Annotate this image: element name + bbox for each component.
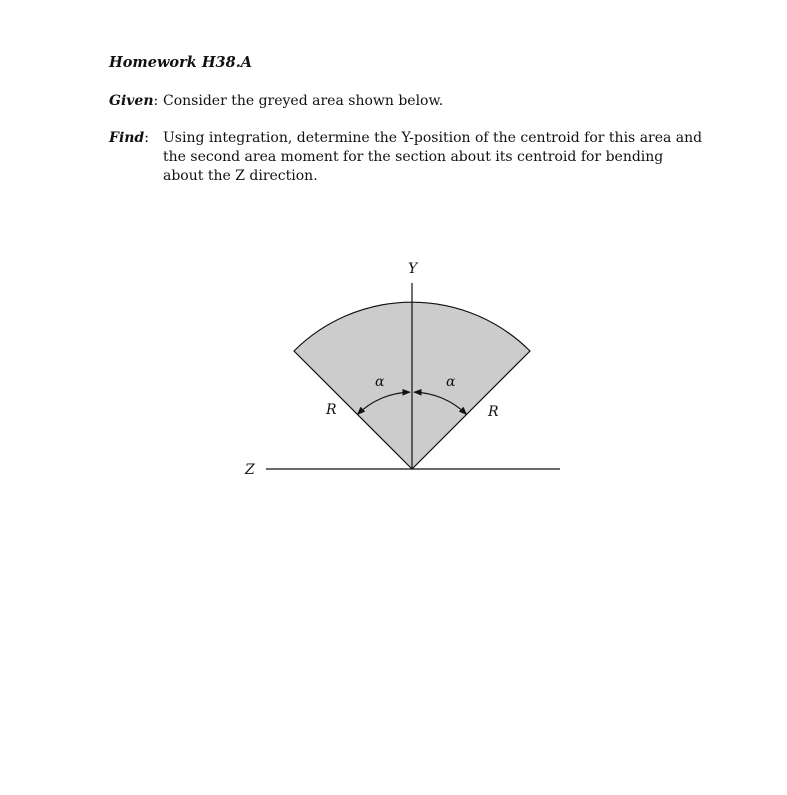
angle-label-right: α xyxy=(446,374,456,390)
find-label-text: Find xyxy=(109,130,145,146)
z-axis-label: Z xyxy=(245,462,255,478)
find-text: Using integration, determine the Y-position of the centroid for this area and the second area moment for the section about its centroid for bending about the Z direction. xyxy=(163,130,703,184)
y-axis-label: Y xyxy=(408,261,418,277)
given-colon: : xyxy=(153,93,159,109)
given-label-text: Given xyxy=(109,93,154,109)
angle-label-left: α xyxy=(375,374,385,390)
given-text: Consider the greyed area shown below. xyxy=(163,93,444,109)
homework-title: Homework H38.A xyxy=(109,54,253,71)
find-colon: : xyxy=(144,130,149,146)
radius-label-left: R xyxy=(326,402,337,418)
radius-label-right: R xyxy=(488,404,499,420)
